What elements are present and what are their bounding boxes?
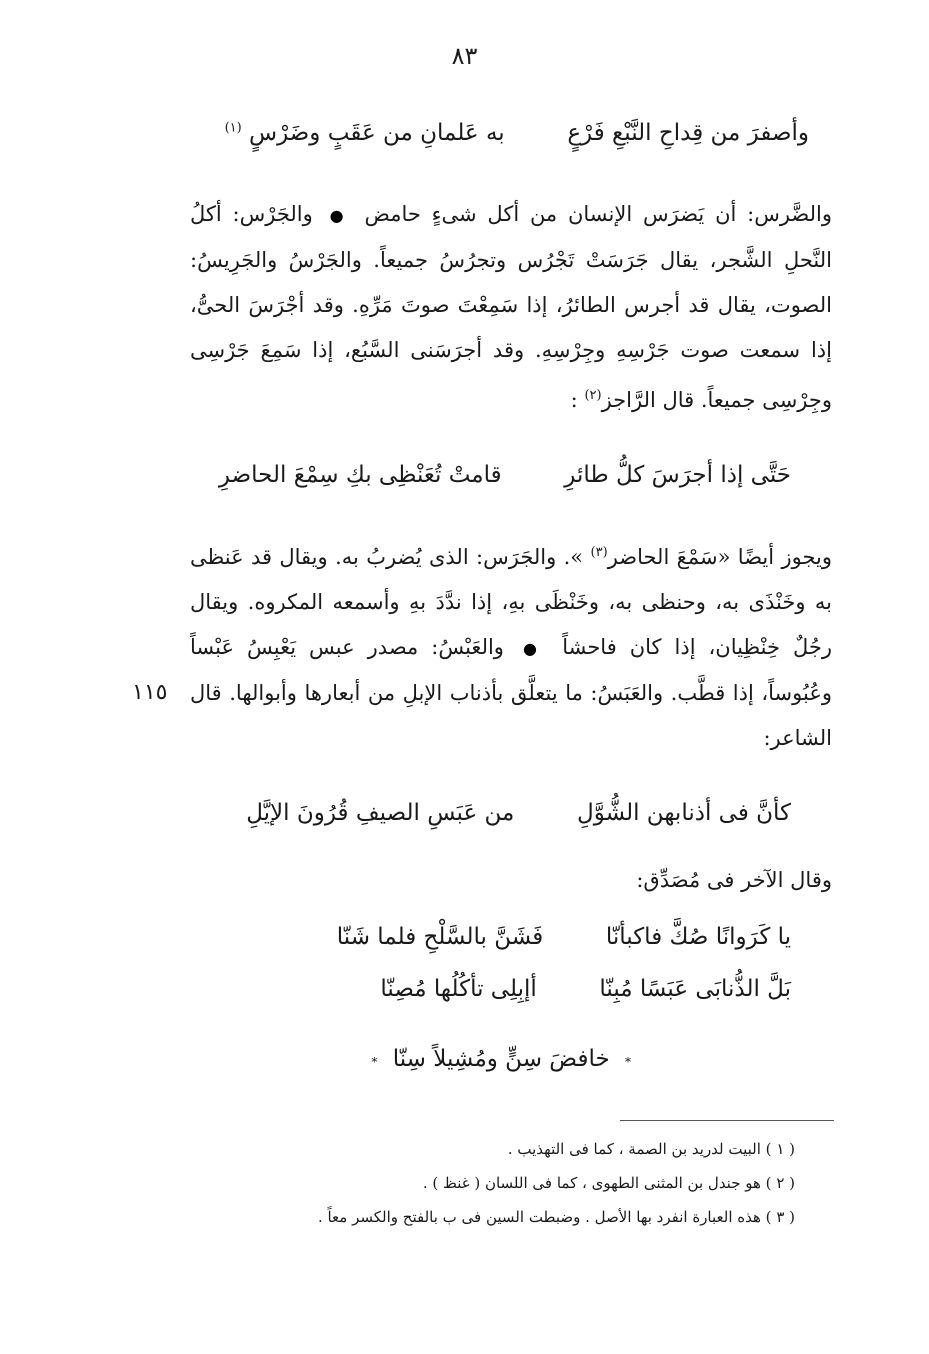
prose-jars: والجَرْس: أكلُ النَّحلِ الشَّجر، يقال جَرَسَتْ تَجْرُس وتجرُسُ جميعاً. والجَرْسُ والجَرِيسُ: الصوت، يقال قد أجرس الطائرُ، إذا سَمِعْتَ صوتَ مَرِّهِ. وقد أجْرَسَ الحىُّ، إذا سمعت صوت جَرْسِهِ وجِرْسِهِ. وقد أجرَسَنى السَّبُع، إذا سَمِعَ جَرْسِى وجِرْسِى جميعاً. قال الرَّاجز bbox=[190, 202, 832, 412]
verse-2 bbox=[219, 462, 791, 488]
verse-4-line-1 bbox=[337, 924, 791, 950]
prose-block-1 bbox=[190, 192, 832, 423]
prose-qala-akhar: وقال الآخر فى مُصَدِّق: bbox=[636, 868, 832, 892]
verse-2-second-hemistich: قامتْ تُعَنْظِى بكِ سِمْعَ الحاضرِ bbox=[218, 462, 502, 488]
footnote-ref-2: (٢) bbox=[584, 388, 602, 403]
verse-3-second-hemistich: من عَبَسِ الصيفِ قُرُونَ الإيَّلِ bbox=[246, 800, 515, 826]
footnote-2: ( ٢ ) هو جندل بن المثنى الطهوى ، كما فى اللسان ( غنظ ) . bbox=[422, 1174, 795, 1192]
verse-4-line-2 bbox=[380, 976, 791, 1002]
verse-3-first-hemistich: كأنَّ فى أذنابهن الشُّوَّلِ bbox=[576, 800, 791, 826]
prose-block-2 bbox=[190, 530, 832, 761]
verse-3 bbox=[246, 800, 791, 826]
verse-5-text: خافضَ سِنٍّ ومُشِيلاً سِنّا bbox=[392, 1046, 610, 1072]
verse-1 bbox=[225, 120, 809, 146]
verse-5 bbox=[363, 1046, 639, 1072]
verse-4-line-1-second: فَشَنَّ بالسَّلْحِ فلما شَنّا bbox=[336, 924, 544, 950]
prose-abs: والعَبْسُ: مصدر عبس يَعْبِسُ عَبْساً وعُبُوساً، إذا قطَّب. والعَبَسُ: ما يتعلَّق بأذناب الإبلِ من أبعارها وأبوالها. قال الشاعر: bbox=[190, 635, 832, 750]
verse-4-line-2-second: أإبِلِى تأكُلُها مُصِنّا bbox=[380, 976, 537, 1002]
verse-4-line-1-first: يا كَرَوانًا صُكَّ فاكبأنّا bbox=[605, 924, 791, 950]
prose-jaras: ». والجَرَس: الذى يُضربُ به. ويقال قد عَنظى به وخَنْذَى به، وحنظى به، وخَنْظَى بهِ، إذا ندَّدَ بهِ وأسمعه المكروه. ويقال رجُلٌ خِنْظِيان، إذا كان فاحشاً bbox=[190, 545, 832, 659]
star-icon: * bbox=[625, 1055, 631, 1069]
verse-2-first-hemistich: حَتَّى إذا أجرَسَ كلُّ طائرِ bbox=[564, 462, 791, 488]
footnote-ref-1: (١) bbox=[224, 120, 242, 136]
prose-daras: والضَّرس: أن يَضرَس الإنسان من أكل شىءٍ حامض bbox=[364, 202, 833, 226]
footnote-ref-3: (٣) bbox=[590, 545, 608, 560]
prose-block-3 bbox=[190, 858, 832, 903]
prose-colon: : bbox=[570, 388, 578, 412]
verse-1-second-hemistich: به عَلمانِ من عَقَبٍ وضَرْسٍ bbox=[249, 120, 505, 146]
margin-page-number: ١١٥ bbox=[132, 680, 168, 705]
footnote-3: ( ٣ ) هذه العبارة انفرد بها الأصل . وضبطت السين فى ب بالفتح والكسر معاً . bbox=[317, 1208, 795, 1226]
star-icon: * bbox=[371, 1055, 378, 1069]
verse-1-first-hemistich: وأصفرَ من قِداحِ النَّبْعِ فَرْعٍ bbox=[567, 120, 809, 146]
prose-samaa: ويجوز أيضًا «سَمْعَ الحاضر bbox=[607, 545, 832, 569]
verse-4-line-2-first: بَلَّ الذُّنابَى عَبَسًا مُبِنّا bbox=[599, 976, 791, 1002]
bullet-icon: ● bbox=[329, 206, 348, 225]
bullet-icon: ● bbox=[522, 639, 544, 658]
footnote-divider bbox=[620, 1120, 834, 1121]
page-number: ٨٣ bbox=[451, 42, 478, 70]
footnote-1: ( ١ ) البيت لدريد بن الصمة ، كما فى التهذيب . bbox=[507, 1140, 795, 1158]
footnotes bbox=[250, 1132, 795, 1234]
